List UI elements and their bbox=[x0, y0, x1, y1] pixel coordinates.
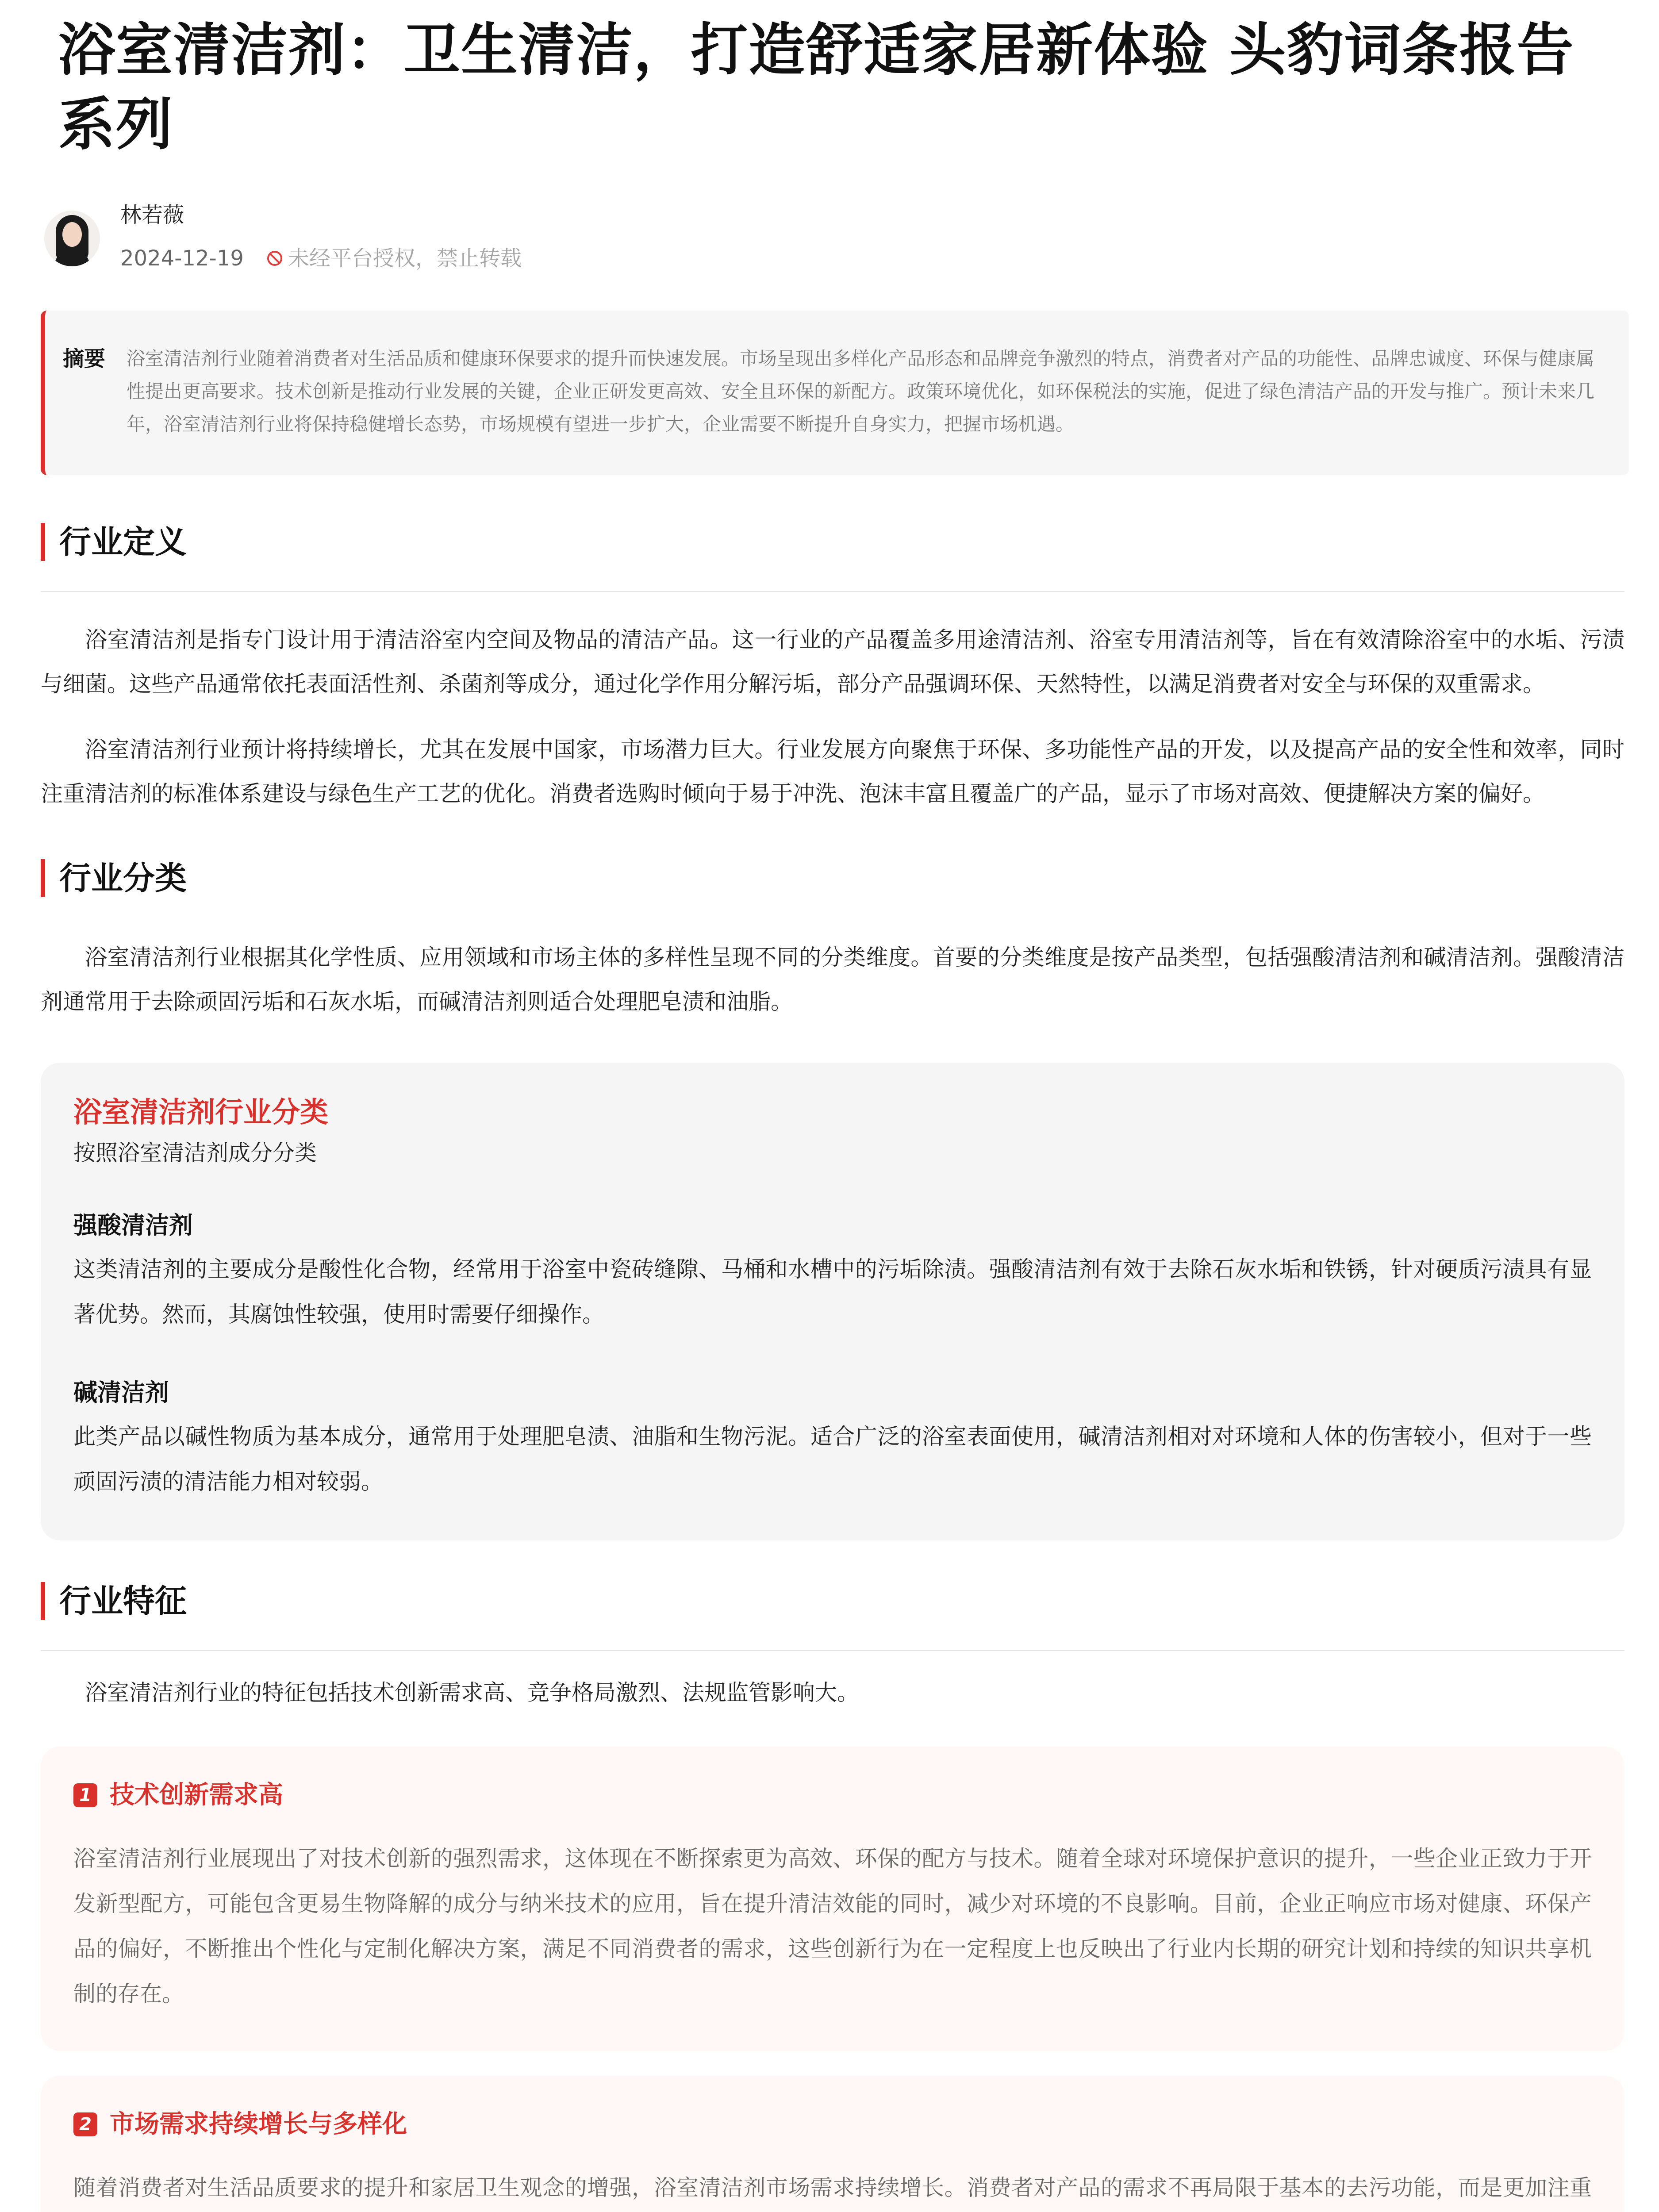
section-heading-features bbox=[41, 1581, 1624, 1651]
summary-box bbox=[41, 311, 1629, 475]
feature-text: 浴室清洁剂行业展现出了对技术创新的强烈需求，这体现在不断探索更为高效、环保的配方与技术。随着全球对环境保护意识的提升，一些企业正致力于开发新型配方，可能包含更易生物降解的成分与纳米技术的应用，旨在提升清洁效能的同时，减少对环境的不良影响。目前，企业正响应市场对健康、环保产品的偏好，不断推出个性化与定制化解决方案，满足不同消费者的需求，这些创新行为在一定程度上也反映出了行业内长期的研究计划和持续的知识共享机制的存在。 bbox=[73, 1846, 1592, 2007]
category-name: 强酸清洁剂 bbox=[73, 1211, 193, 1239]
feature-title: 技术创新需求高 bbox=[110, 1781, 283, 1809]
classification-box-subtitle: 按照浴室清洁剂成分分类 bbox=[73, 1140, 317, 1166]
section-accent-bar bbox=[41, 523, 45, 561]
classification-intro: 浴室清洁剂行业根据其化学性质、应用领域和市场主体的多样性呈现不同的分类维度。首要的分类维度是按产品类型，包括强酸清洁剂和碱清洁剂。强酸清洁剂通常用于去除顽固污垢和石灰水垢，而碱清洁剂则适合处理肥皂渍和油脂。 bbox=[41, 945, 1624, 1014]
summary-text: 浴室清洁剂行业随着消费者对生活品质和健康环保要求的提升而快速发展。市场呈现出多样化产品形态和品牌竞争激烈的特点，消费者对产品的功能性、品牌忠诚度、环保与健康属性提出更高要求。技术创新是推动行业发展的关键，企业正研发更高效、安全且环保的新配方。政策环境优化，如环保税法的实施，促进了绿色清洁产品的开发与推广。预计未来几年，浴室清洁剂行业将保持稳健增长态势，市场规模有望进一步扩大，企业需要不断提升自身实力，把握市场机遇。 bbox=[127, 348, 1595, 435]
section-title: 行业特征 bbox=[59, 1582, 187, 1620]
section-heading-classification bbox=[41, 858, 1624, 898]
author-name[interactable]: 林若薇 bbox=[120, 203, 184, 227]
number-badge: 2 bbox=[73, 2112, 97, 2136]
definition-paragraph-2: 浴室清洁剂行业预计将持续增长，尤其在发展中国家，市场潜力巨大。行业发展方向聚焦于环保、多功能性产品的开发，以及提高产品的安全性和效率，同时注重清洁剂的标准体系建设与绿色生产工艺的优化。消费者选购时倾向于易于冲洗、泡沫丰富且覆盖广的产品，显示了市场对高效、便捷解决方案的偏好。 bbox=[41, 737, 1624, 806]
forbidden-icon bbox=[266, 250, 284, 267]
number-badge: 1 bbox=[73, 1783, 97, 1807]
summary-label: 摘要 bbox=[63, 346, 106, 371]
definition-paragraph-1: 浴室清洁剂是指专门设计用于清洁浴室内空间及物品的清洁产品。这一行业的产品覆盖多用途清洁剂、浴室专用清洁剂等，旨在有效清除浴室中的水垢、污渍与细菌。这些产品通常依托表面活性剂、杀菌剂等成分，通过化学作用分解污垢，部分产品强调环保、天然特性，以满足消费者对安全与环保的双重需求。 bbox=[41, 627, 1624, 697]
features-intro: 浴室清洁剂行业的特征包括技术创新需求高、竞争格局激烈、法规监管影响大。 bbox=[85, 1680, 859, 1705]
category-description: 此类产品以碱性物质为基本成分，通常用于处理肥皂渍、油脂和生物污泥。适合广泛的浴室表面使用，碱清洁剂相对对环境和人体的伤害较小，但对于一些顽固污渍的清洁能力相对较弱。 bbox=[73, 1424, 1592, 1494]
article-page bbox=[41, 13, 1624, 2212]
category-name: 碱清洁剂 bbox=[73, 1379, 169, 1406]
classification-box-title: 浴室清洁剂行业分类 bbox=[73, 1096, 328, 1129]
classification-box bbox=[41, 1063, 1624, 1540]
section-heading-definition bbox=[41, 522, 1624, 592]
section-title: 行业定义 bbox=[59, 523, 187, 561]
section-accent-bar bbox=[41, 1582, 45, 1620]
article-title: 浴室清洁剂：卫生清洁，打造舒适家居新体验 头豹词条报告系列 bbox=[58, 17, 1575, 157]
copyright-notice-text: 未经平台授权，禁止转载 bbox=[288, 246, 522, 271]
feature-head bbox=[73, 2107, 1592, 2142]
author-meta bbox=[120, 205, 522, 272]
category-description: 这类清洁剂的主要成分是酸性化合物，经常用于浴室中瓷砖缝隙、马桶和水槽中的污垢除渍。强酸清洁剂有效于去除石灰水垢和铁锈，针对硬质污渍具有显著优势。然而，其腐蚀性较强，使用时需要仔细操作。 bbox=[73, 1256, 1592, 1327]
feature-title: 市场需求持续增长与多样化 bbox=[110, 2110, 407, 2139]
author-row bbox=[44, 205, 1624, 272]
author-avatar[interactable] bbox=[44, 211, 100, 266]
meta-line bbox=[120, 245, 522, 272]
feature-card-1 bbox=[41, 1747, 1624, 2051]
avatar-face bbox=[62, 222, 82, 247]
feature-card-2 bbox=[41, 2076, 1624, 2212]
copyright-notice bbox=[266, 245, 522, 272]
publish-date: 2024-12-19 bbox=[120, 246, 244, 271]
feature-head bbox=[73, 1778, 1592, 1813]
section-accent-bar bbox=[41, 859, 45, 897]
section-title: 行业分类 bbox=[59, 860, 187, 897]
feature-text: 随着消费者对生活品质要求的提升和家居卫生观念的增强，浴室清洁剂市场需求持续增长。消费者对产品的需求不再局限于基本的去污功能，而是更加注重 bbox=[73, 2175, 1592, 2200]
